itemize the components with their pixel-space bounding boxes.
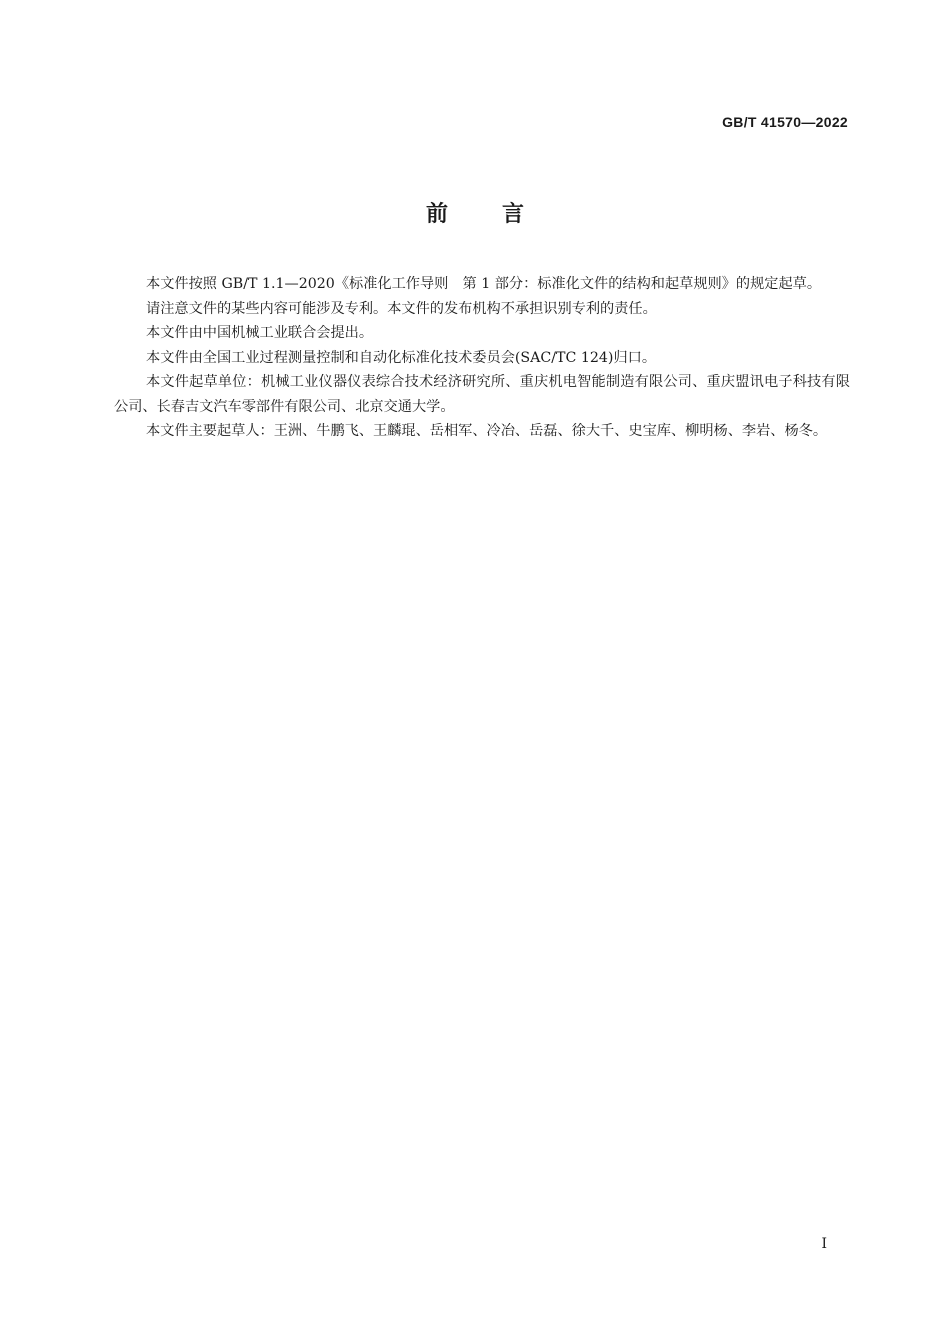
paragraph-drafting-rules: 本文件按照 GB/T 1.1—2020《标准化工作导则 第 1 部分：标准化文件的结构和起草规则》的规定起草。 [146,276,822,292]
paragraph-drafters: 本文件主要起草人：王洲、牛鹏飞、王麟琨、岳相军、冷冶、岳磊、徐大千、史宝库、柳明杨、李岩、杨冬。 [146,423,828,439]
page-title: 前言 [425,202,578,227]
paragraph-committee: 本文件由全国工业过程测量控制和自动化标准化技术委员会(SAC/TC 124)归口。 [146,349,657,366]
foreword-body [114,272,850,444]
page-number: I [821,1236,827,1252]
paragraph-patent-notice: 请注意文件的某些内容可能涉及专利。本文件的发布机构不承担识别专利的责任。 [146,300,657,317]
paragraph-proposer: 本文件由中国机械工业联合会提出。 [146,325,374,341]
standard-code: GB/T 41570—2022 [722,114,848,130]
paragraph-drafting-units: 本文件起草单位：机械工业仪器仪表综合技术经济研究所、重庆机电智能制造有限公司、重庆盟讯电子科技有限公司、长春吉文汽车零部件有限公司、北京交通大学。 [114,374,850,415]
